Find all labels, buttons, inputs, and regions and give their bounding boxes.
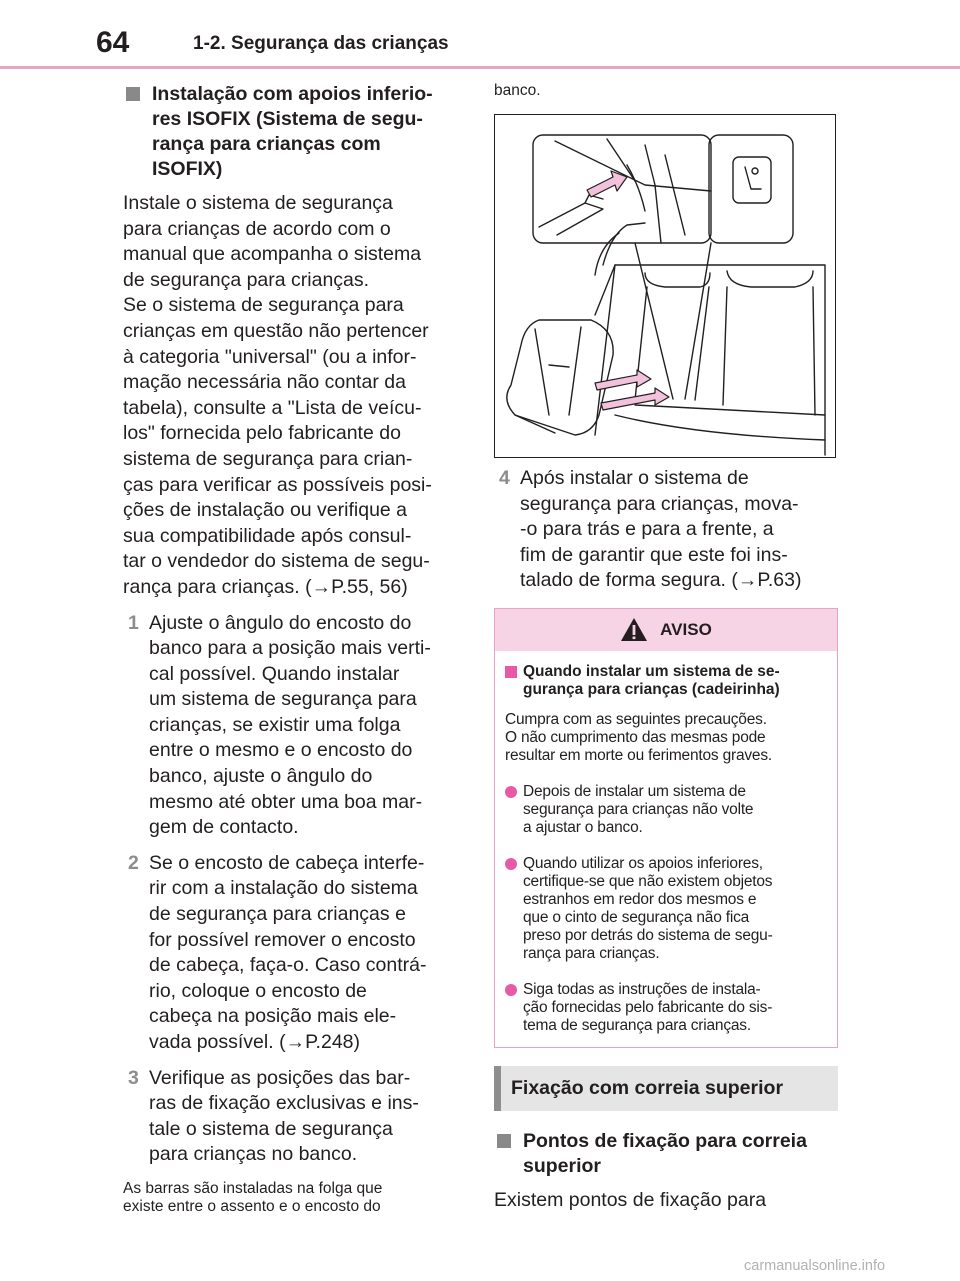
- warning-triangle-icon: [620, 617, 648, 642]
- step-text: Após instalar o sistema de segurança para crianças, mova- -o para trás e para a frente, a fim de garantir que este foi ins- talado de forma segura. (→P.63): [520, 467, 802, 592]
- left-column: [123, 82, 465, 1216]
- tether-anchor-heading: Pontos de fixação para correia superior: [494, 1129, 838, 1179]
- section-title: 1-2. Segurança das crianças: [193, 33, 449, 54]
- step-text: Se o encosto de cabeça interfe- rir com a instalação do sistema de segurança para crianças e for possível remover o encosto de cabeça, faça-o. Caso contrá- rio, coloque o encosto de cabeça na posição mais ele- vada possível. (→P.248): [149, 851, 427, 1053]
- isofix-intro-paragraph: Instale o sistema de segurança para crianças de acordo com o manual que acompanha o sistema de segurança para crianças. Se o sistema de segurança para crianças em questão não pertencer à categoria "universal" (ou a infor- mação necessária não contar da tabela), consulte a "Lista de veícu- los" fornecida pelo fabricante do sistema de segurança para crian- ças para verificar as possíveis posi- ções de instalação ou verifique a sua compatibilidade após consul- tar o vendedor do sistema de segu- rança para crianças. (→P.55, 56): [123, 192, 432, 598]
- warning-title: AVISO: [660, 619, 712, 639]
- warning-heading: Quando instalar um sistema de se- gurança para crianças (cadeirinha): [505, 663, 827, 699]
- warning-bullet: Depois de instalar um sistema de segurança para crianças não volte a ajustar o banco.: [505, 783, 827, 837]
- warning-box: [494, 608, 838, 1048]
- step-2: [123, 851, 465, 1056]
- watermark: carmanualsonline.info: [744, 1258, 886, 1274]
- warning-header: [495, 609, 837, 651]
- circle-bullet-icon: [505, 858, 517, 870]
- warning-bullet: Siga todas as instruções de instala- ção fornecidas pelo fabricante do sis- tema de segurança para crianças.: [505, 981, 827, 1035]
- step-text: Ajuste o ângulo do encosto do banco para a posição mais verti- cal possível. Quando instalar um sistema de segurança para crianças, se existir uma folga entre o mesmo e o encosto do banco, ajuste o ângulo do mesmo até obter uma boa mar- gem de contacto.: [149, 611, 431, 839]
- step-number: 3: [128, 1066, 139, 1089]
- installation-note: As barras são instaladas na folga que existe entre o assento e o encosto do: [123, 1179, 383, 1215]
- circle-bullet-icon: [505, 984, 517, 996]
- installation-note-continued: banco.: [494, 82, 541, 99]
- square-bullet-icon: [505, 666, 517, 678]
- circle-bullet-icon: [505, 786, 517, 798]
- step-number: 1: [128, 611, 139, 634]
- square-bullet-icon: [126, 87, 140, 101]
- step-3: [123, 1066, 465, 1168]
- page-number: 64: [96, 26, 130, 59]
- right-column: [494, 82, 838, 1214]
- warning-body: [495, 651, 837, 1047]
- step-1: [123, 611, 465, 841]
- step-4: [494, 466, 838, 594]
- header-rule: [0, 66, 960, 69]
- step-number: 2: [128, 851, 139, 874]
- tether-anchor-paragraph: Existem pontos de fixação para: [494, 1188, 767, 1211]
- isofix-heading: Instalação com apoios inferio- res ISOFIX (Sistema de segu- rança para crianças com ISOFIX): [123, 82, 465, 182]
- subsection-title: Fixação com correia superior: [494, 1066, 838, 1111]
- warning-text: Cumpra com as seguintes precauções. O não cumprimento das mesmas pode resultar em morte ou ferimentos graves.: [505, 710, 772, 764]
- child-seat-installation-drawing: [495, 115, 835, 456]
- warning-bullet: Quando utilizar os apoios inferiores, certifique-se que não existem objetos estranhos em redor dos mesmos e que o cinto de segurança não fica preso por detrás do sistema de segu- rança para crianças.: [505, 855, 827, 963]
- step-number: 4: [499, 467, 510, 489]
- step-text: Verifique as posições das bar- ras de fixação exclusivas e ins- tale o sistema de segurança para crianças no banco.: [149, 1066, 419, 1166]
- isofix-illustration: [494, 114, 836, 458]
- square-bullet-icon: [497, 1134, 511, 1148]
